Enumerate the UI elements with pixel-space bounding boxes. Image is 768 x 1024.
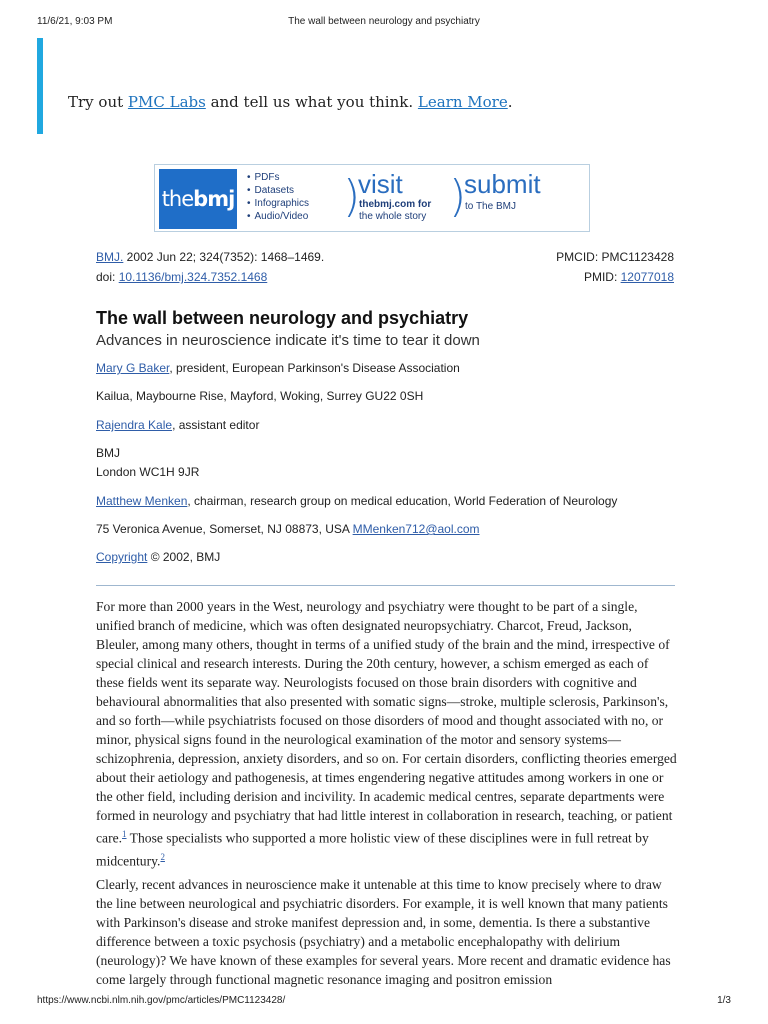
ad-submit-sub: to The BMJ bbox=[465, 201, 516, 212]
article-title: The wall between neurology and psychiatry bbox=[96, 308, 469, 328]
author-link[interactable]: Matthew Menken bbox=[96, 494, 188, 508]
ad-item: • Datasets bbox=[247, 184, 309, 197]
pmc-labs-link[interactable]: PMC Labs bbox=[127, 93, 206, 111]
pmid-link[interactable]: 12077018 bbox=[620, 270, 674, 284]
author-3: Matthew Menken, chairman, research group on medical education, World Federation of Neurology bbox=[96, 494, 618, 508]
email-link[interactable]: MMenken712@aol.com bbox=[352, 522, 480, 536]
pmid-line: PMID: 12077018 bbox=[583, 270, 674, 284]
journal-citation: BMJ. 2002 Jun 22; 324(7352): 1468–1469. bbox=[96, 250, 325, 264]
ad-brace: ) bbox=[343, 171, 361, 222]
ad-feature-list bbox=[247, 171, 309, 223]
bmj-advertisement[interactable] bbox=[154, 164, 590, 232]
reference-link-1[interactable]: 1 bbox=[122, 829, 127, 839]
ad-item: • PDFs bbox=[247, 171, 309, 184]
body-paragraph-2: Clearly, recent advances in neuroscience make it untenable at this time to know precisely where to draw the line between neurological and psychiatric disorders. For example, it is well known that many patients with Parkinson's disease and stroke manifest depression and, in some, dementia. Is there a substantive difference between a toxic psychosis (psychiatry) and a metabolic encephalopathy with delirium (neurology)? We have known of these examples for several years. More recent and dramatic evidence has come largely through functional magnetic resonance imaging and positron emission bbox=[96, 877, 671, 987]
pmc-labs-banner bbox=[37, 38, 737, 134]
bmj-logo: thebmj bbox=[159, 169, 237, 229]
reference-link-2[interactable]: 2 bbox=[160, 851, 165, 862]
learn-more-link[interactable]: Learn More bbox=[417, 93, 508, 111]
author-1: Mary G Baker, president, European Parkinson's Disease Association bbox=[96, 361, 460, 375]
body-paragraph-1: For more than 2000 years in the West, neurology and psychiatry were thought to be part of a single, unified branch of medicine, which was often designated neuropsychiatry. Charcot, Freud, Jackson, Bleuler, among many others, thought in terms of a unified study of the brain and the mind, irrespective of special clinical and research interests. During the 20th century, however, a schism emerged as each of these fields went its separate way. Neurologists focused on those brain disorders with cognitive and behavioural abnormalities that also presented with somatic signs—stroke, multiple sclerosis, Parkinson's, and so forth—while psychiatrists focused on those disorders of mood and thought associated with no, or minor, physical signs found in the neurological examination of the motor and sensory systems—schizophrenia, depression, anxiety disorders, and so on. For certain disorders, conflicting theories emerged about their aetiology and pathogenesis, at times engendering negative attitudes among workers in one or the other field, including derision and incivility. In academic medical centres, separate departments were formed in neurology and psychiatry that had little interest in collaboration in research, teaching, or patient care.$^1$ Those specialists who supported a more holistic view of these disciplines were in full retreat by midcentury.$^2$ bbox=[96, 599, 677, 869]
ad-visit-sub2: the whole story bbox=[359, 211, 427, 222]
ad-item: • Audio/Video bbox=[247, 210, 309, 223]
ad-brace: ) bbox=[449, 171, 467, 222]
author-2-address-line2: London WC1H 9JR bbox=[96, 465, 200, 479]
ad-submit-text: submit bbox=[464, 169, 541, 199]
author-2: Rajendra Kale, assistant editor bbox=[96, 418, 260, 432]
section-divider bbox=[96, 585, 675, 586]
pmcid: PMCID: PMC1123428 bbox=[556, 250, 674, 264]
copyright-link[interactable]: Copyright bbox=[96, 550, 148, 564]
author-link[interactable]: Mary G Baker bbox=[96, 361, 170, 375]
banner-prefix: Try out bbox=[68, 93, 128, 111]
author-1-address: Kailua, Maybourne Rise, Mayford, Woking, Surrey GU22 0SH bbox=[96, 389, 424, 403]
doi-line: doi: 10.1136/bmj.324.7352.1468 bbox=[96, 270, 268, 284]
ad-visit-text: visit bbox=[358, 169, 403, 199]
doi-link[interactable]: 10.1136/bmj.324.7352.1468 bbox=[118, 270, 268, 284]
print-url: https://www.ncbi.nlm.nih.gov/pmc/articles/PMC1123428/ bbox=[37, 995, 286, 1006]
author-link[interactable]: Rajendra Kale bbox=[96, 418, 173, 432]
print-page-number: 1/3 bbox=[717, 995, 731, 1006]
journal-link[interactable]: BMJ. bbox=[96, 250, 124, 264]
copyright-line: Copyright © 2002, BMJ bbox=[96, 550, 221, 564]
ad-item: • Infographics bbox=[247, 197, 309, 210]
print-datetime: 11/6/21, 9:03 PM bbox=[37, 16, 113, 27]
author-3-address: 75 Veronica Avenue, Somerset, NJ 08873, USA MMenken712@aol.com bbox=[96, 522, 480, 536]
author-2-address-line1: BMJ bbox=[96, 446, 120, 460]
banner-accent-bar bbox=[37, 38, 43, 134]
banner-message bbox=[68, 93, 513, 111]
print-header bbox=[0, 16, 768, 30]
banner-middle: and tell us what you think. bbox=[205, 93, 418, 111]
banner-suffix: . bbox=[507, 93, 513, 111]
article-subtitle: Advances in neuroscience indicate it's time to tear it down bbox=[96, 332, 480, 349]
ad-visit-sub1: thebmj.com for bbox=[359, 199, 432, 210]
print-doc-title: The wall between neurology and psychiatry bbox=[288, 16, 480, 27]
